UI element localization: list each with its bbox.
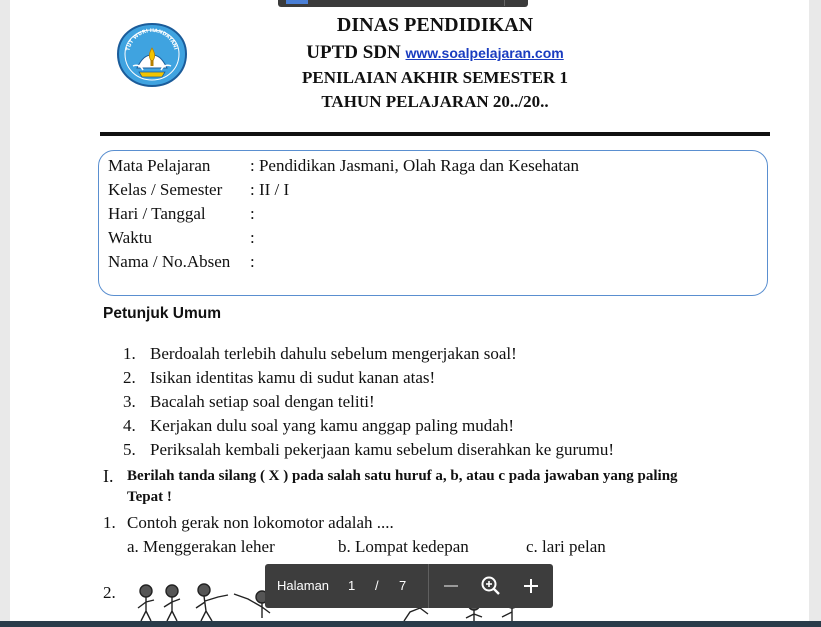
info-value: : II / I (250, 180, 290, 199)
header-school-prefix: UPTD SDN (306, 42, 401, 63)
section-instruction: Berilah tanda silang ( X ) pada salah satu huruf a, b, atau c pada jawaban yang paling Tepat ! (127, 468, 678, 505)
header-divider (100, 132, 770, 136)
instruction-item (123, 368, 435, 388)
header-school (220, 42, 650, 64)
instruction-item (123, 416, 514, 436)
instruction-text: Berdoalah terlebih dahulu sebelum mengerjakan soal! (150, 344, 517, 363)
section-number: I. (103, 466, 114, 486)
instruction-text: Isikan identitas kamu di sudut kanan atas! (150, 368, 436, 387)
current-page-input[interactable]: 1 (348, 578, 356, 593)
tut-wuri-handayani-logo (115, 22, 189, 88)
info-label: Nama / No.Absen (108, 252, 231, 271)
answer-option-a: a. Menggerakan leher (127, 537, 275, 556)
info-label: Kelas / Semester (108, 180, 223, 199)
instruction-item (123, 392, 375, 412)
top-toolbar (278, 0, 528, 7)
instruction-item (123, 344, 517, 364)
info-value: : Pendidikan Jasmani, Olah Raga dan Kesehatan (250, 156, 580, 175)
viewer-background-right (809, 0, 821, 627)
instruction-number: 4. (123, 416, 136, 435)
header-title: DINAS PENDIDIKAN (336, 14, 534, 36)
toolbar-divider (428, 564, 429, 608)
page-separator: / (375, 578, 379, 593)
zoom-out-icon[interactable] (439, 574, 463, 598)
instruction-number: 2. (123, 368, 136, 387)
question-number: 1. (103, 513, 116, 532)
question-1 (103, 513, 394, 533)
header-academic-year: TAHUN PELAJARAN 20../20.. (321, 92, 549, 111)
info-label: Waktu (108, 228, 152, 247)
instruction-text: Kerjakan dulu soal yang kamu anggap paling mudah! (150, 416, 514, 435)
logo-caption: TUT WURI HANDAYANI (125, 27, 179, 52)
zoom-fit-icon[interactable] (479, 574, 503, 598)
instruction-number: 3. (123, 392, 136, 411)
student-info-box (98, 150, 768, 296)
viewer-background-left (0, 0, 10, 627)
header-website-link[interactable]: www.soalpelajaran.com (405, 45, 564, 61)
answer-option-c: c. lari pelan (526, 537, 606, 556)
info-value: : (250, 204, 255, 223)
top-toolbar-divider (504, 0, 505, 6)
info-label: Hari / Tanggal (108, 204, 206, 223)
bottom-status-strip (0, 621, 821, 627)
instruction-number: 1. (123, 344, 136, 363)
instruction-number: 5. (123, 440, 136, 459)
info-value: : (250, 252, 255, 271)
instruction-text: Bacalah setiap soal dengan teliti! (150, 392, 375, 411)
page-navigation-toolbar (265, 564, 553, 608)
total-pages: 7 (399, 578, 407, 593)
header-exam-title: PENILAIAN AKHIR SEMESTER 1 (302, 68, 568, 87)
instructions-heading: Petunjuk Umum (103, 305, 221, 322)
instruction-text: Periksalah kembali pekerjaan kamu sebelum diserahkan ke gurumu! (150, 440, 615, 459)
document-page (10, 0, 809, 621)
instruction-item (123, 440, 614, 460)
question-text: Contoh gerak non lokomotor adalah .... (127, 513, 394, 532)
info-label: Mata Pelajaran (108, 156, 211, 175)
children-exercise-illustration (130, 578, 280, 621)
zoom-in-icon[interactable] (519, 574, 543, 598)
info-value: : (250, 228, 255, 247)
answer-option-b: b. Lompat kedepan (338, 537, 469, 556)
page-label: Halaman (277, 578, 330, 593)
question-2-number: 2. (103, 583, 116, 602)
top-toolbar-button[interactable] (286, 0, 308, 4)
